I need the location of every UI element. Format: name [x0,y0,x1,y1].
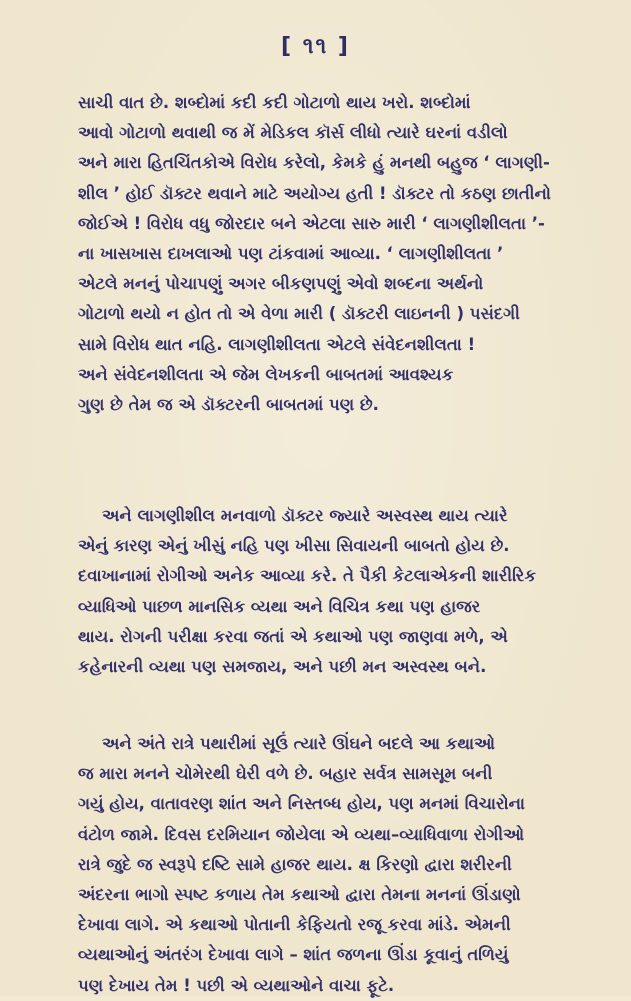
text-line: શીલ ’ હોઈ ડૉક્ટર થવાને માટે અયોગ્ય હતી ! ડૉક્ટર તો કઠણ છાતીનો [78,183,551,203]
text-line: ગયું હોય, વાતાવરણ શાંત અને નિસ્તબ્ધ હોય, પણ મનમાં વિચારોના [78,794,525,814]
text-line: સાચી વાત છે. શબ્દોમાં કદી કદી ગોટાળો થાય ખરો. શબ્દોમાં [78,93,471,112]
text-line: અંદરના ભાગો સ્પષ્ટ કળાય તેમ કથાઓ દ્વારા તેમના મનનાં ઊંડાણો [78,885,521,905]
text-line: દવાખાનામાં રોગીઓ અનેક આવ્યા કરે. તે પૈકી કેટલાએકની શારીરિક [78,566,536,586]
text-line: જોઈએ ! વિરોધ વધુ જોરદાર બને એટલા સારુ મારી ‘ લાગણીશીલતા ’- [78,213,545,233]
text-line: અને લાગણીશીલ મનવાળો ડૉક્ટર જ્યારે અસ્વસ્થ થાય ત્યારે [102,506,508,525]
text-line: રાત્રે જુદે જ સ્વરૂપે દષ્ટિ સામે હાજર થાય. ક્ષ કિરણો દ્વારા શરીરની [78,854,512,874]
text-line: ગોટાળો થયો ન હોત તો એ વેળા મારી ( ડૉક્ટરી લાઇનની ) પસંદગી [78,304,520,324]
text-line: એનું કારણ એનું ખીસું નહિ પણ ખીસા સિવાયની બાબતો હોય છે. [78,536,510,556]
paragraph-1 [78,88,574,420]
text-line: કહેનારની વ્યથા પણ સમજાય, અને પછી મન અસ્વસ્થ બને. [78,657,487,677]
text-line: જ મારા મનને ચોમેરથી ઘેરી વળે છે. બહાર સર્વત્ર સામસૂમ બની [78,764,493,784]
text-line: વંટોળ જામે. દિવસ દરમિયાન જોયેલા એ વ્યથા–વ્યાધિવાળા રોગીઓ [78,824,525,844]
text-line: સામે વિરોધ થાત નહિ. લાગણીશીલતા એટલે સંવેદનશીલતા ! [78,334,476,354]
text-line: એટલે મનનું પોચાપણું અગર બીકણપણું એવો શબ્દના અર્થનો [78,274,484,294]
text-line: ગુણ છે તેમ જ એ ડૉક્ટરની બાબતમાં પણ છે. [78,395,379,415]
paragraph-2 [78,501,574,682]
text-line: વ્યથાઓનું અંતરંગ દેખાવા લાગે – શાંત જળના ઊંડા કૂવાનું તળિયું [78,945,509,965]
text-line: પણ દેખાય તેમ ! પછી એ વ્યથાઓને વાચા ફૂટે. [78,975,395,995]
paragraph-3 [78,729,574,1001]
page-number: [ ૧૧ ] [281,34,350,59]
text-line: ના ખાસખાસ દાખલાઓ પણ ટાંકવામાં આવ્યા. ‘ લાગણીશીલતા ’ [78,244,504,264]
text-line: અને મારા હિતચિંતકોએ વિરોધ કરેલો, કેમકે હું મનથી બહુજ ‘ લાગણી- [78,153,550,173]
text-line: વ્યાધિઓ પાછળ માનસિક વ્યથા અને વિચિત્ર કથા પણ હાજર [78,596,481,616]
text-line: અને સંવેદનશીલતા એ જેમ લેખકની બાબતમાં આવશ્યક [78,364,454,384]
text-line: આવો ગોટાળો થવાથી જ મેં મેડિકલ કૉર્સ લીધો ત્યારે ઘરનાં વડીલો [78,123,508,143]
text-line: થાય. રોગની પરીક્ષા કરવા જતાં એ કથાઓ પણ જાણવા મળે, એ [78,626,508,646]
text-line: અને અંતે રાત્રે પથારીમાં સૂઉં ત્યારે ઊંઘને બદલે આ કથાઓ [102,734,496,753]
text-line: દેખાવા લાગે. એ કથાઓ પોતાની કેફિયતો રજૂ કરવા માંડે. એમની [78,915,511,935]
